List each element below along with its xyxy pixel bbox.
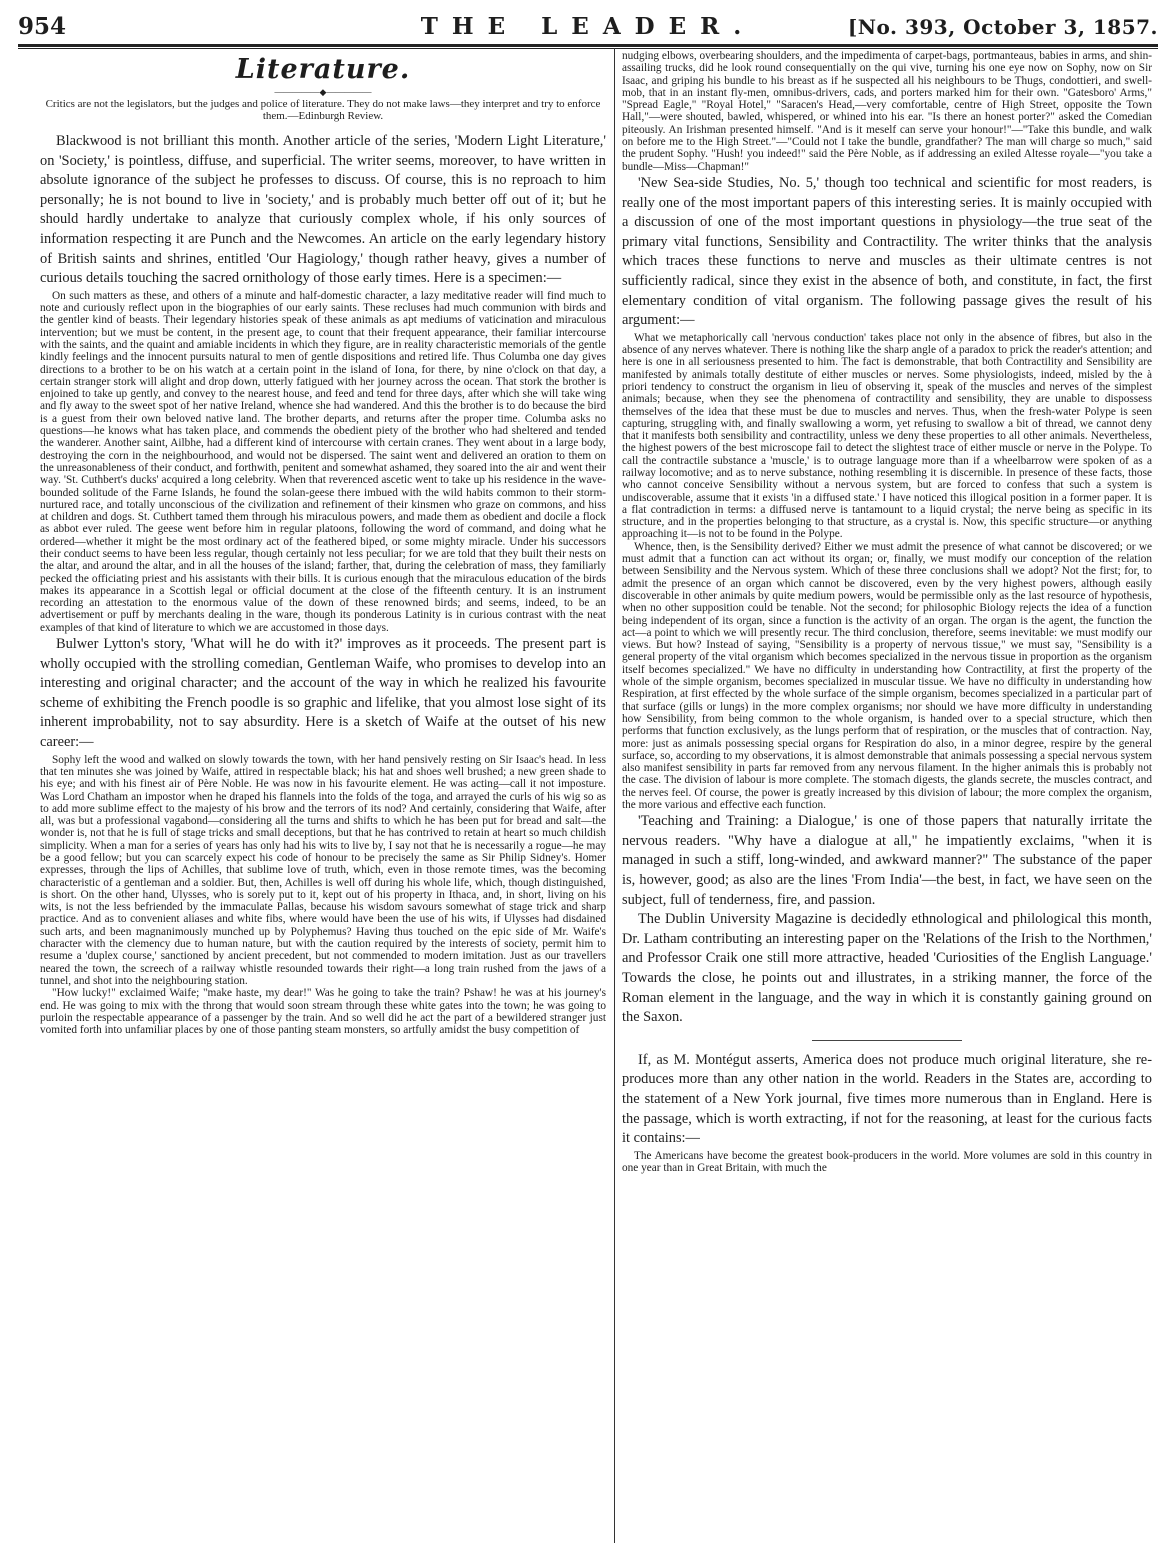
- quote-american-books: The Americans have become the greatest book-producers in the world. More volumes are sold in this country in one year than in Great Britain, with much the: [622, 1149, 1152, 1175]
- epigraph: Critics are not the legislators, but the judges and police of literature. They do not make laws—they interpret and try to enforce them.—Edinburgh Review.: [45, 98, 601, 122]
- paragraph-teaching-training: 'Teaching and Training: a Dialogue,' is one of those papers that naturally irritate the nervous readers. "Why have a dialogue at all," he impatiently exclaims, "when it is managed in such a stiff, long-winded, and awkward manner?" The substance of the paper is, however, good; as also are the lines 'From India'—the best, in fact, we have seen on the subject, full of tenderness, fire, and passion.: [622, 813, 1152, 908]
- paragraph-blackwood: Blackwood is not brilliant this month. Another article of the series, 'Modern Light Literature,' on 'Society,' is pointless, diffuse, and superficial. The writer seems, moreover, to have written in absolute ignorance of the subject he professes to discuss. Of course, this is no reproach to him personally; he is not bound to live in 'society,' and is probably much better off out of it; but he should hardly undertake to analyze that curiously complex whole, if his only sources of information respecting it are Punch and the Newcomes. An article on the early legendary history of British saints and shrines, entitled 'Our Hagiology,' though rather heavy, gives a number of curious details touching the sacred ornithology of those early times. Here is a specimen:—: [40, 133, 606, 287]
- quote-waife: Sophy left the wood and walked on slowly towards the town, with her hand pensively resting on Sir Isaac's head. In less that ten minutes she was joined by Waife, attired in respectable black; his hat and shoes well brushed; a new green shade to his eye; and with his finest air of Père Noble. He was now in his favourite element. He was acting—call it not imposture. Was Lord Chatham an impostor when he draped his flannels into the folds of the toga, and arrayed the curls of his wig so as to add more sublime effect to the majesty of his brow and the terrors of its nod? And certainly, considering that Waife, after all, was but a professional vagabond—considering all the turns and shifts to which he has been put for bread and salt—the wonder is, not that he is full of stage tricks and small deceptions, but that he has contrived to retain at heart so much childish simplicity. When a man for a series of years has only had his wits to live by, I say not that he is necessarily a rogue—he may be a good fellow; but you can scarcely expect his code of honour to be precisely the same as Sir Philip Sidney's. Homer expresses, through the lips of Achilles, that sublime love of truth, which, even in those remote times, was the becoming characteristic of a gentleman and a soldier. But, then, Achilles is well off during his whole life, which, though distinguished, is short. On the other hand, Ulysses, who is sorely put to it, kept out of his property in Ithaca, and, in short, living on his wits, is not the less befriended by the immaculate Pallas, because his wisdom savours somewhat of stage trick and sharp practice. And as to convenient aliases and white fibs, where would have been the use of his wits, if Ulysses had disdained such arts, and been magnanimously munched up by Polyphemus? Having thus touched on the epic side of Mr. Waife's character with the clemency due to human nature, but with the caution required by the interests of society, permit him to resume a 'duplex course,' sanctioned by ancient precedent, but not commended to modern imitation. Just as our travellers neared the town, the screech of a railway whistle resounded towards their right—a long train rushed from the jaws of a tunnel, and shot into the neighbouring station.: [40, 753, 606, 987]
- quote-nervous-conduction: What we metaphorically call 'nervous conduction' takes place not only in the absence of fibres, but also in the absence of any nerves whatever. There is nothing like the sharp angle of a paradox to prick the reader's attention; and here is one in all seriousness presented to him. The fact is demonstrable, that both Contractility and Sensibility are manifested by animals totally destitute of either muscles or nerves. Some physiologists, indeed, misled by the à priori tendency to construct the organism in lieu of observing it, speak of the muscles and nerves of the simplest animals; because, when they see the phenomena of contractility and sensibility, they are unable to dispossess themselves of the idea that these must be due to muscles and nerves. Thus, when the fresh-water Polype is seen capturing, struggling with, and finally swallowing a worm, yet refusing to swallow a bit of thread, we cannot deny that it manifests both sensibility and contractility, unless we deny these properties to all other animals. Nevertheless, the highest powers of the best microscope fail to detect the slightest trace of either muscle or nerve in the Polype. To call the contractile substance a 'muscle,' is to outrage language more than if a wheelbarrow were spoken of as a railway locomotive; and as to nerve substance, nothing resembling it is discernible. In presence of these facts, those who cannot conceive Sensibility without a nervous system, but are forced to confess that such a system is undiscoverable, assume that it exists 'in a diffused state.' I have noticed this illogical position in a former paper. It is a flat contradiction in terms: a diffused nerve is tantamount to a liquid crystal; the nerve being as specific in its structure, and in the properties belonging to that structure, as a crystal is. Now, this specific structure—or anything approaching it—is not to be found in the Polype.: [622, 331, 1152, 541]
- quote-hagiology: On such matters as these, and others of a minute and half-domestic character, a lazy meditative reader will find much to note and curiously reflect upon in the biographies of our early saints. These recluses had much communion with birds and the gentler kind of beasts. Their legendary histories speak of these animals as apt mediums of vaticination and miraculous intervention; but we must be content, in the present age, to count that their frequent appearance, their familiar intercourse with the saints, and the quaint and amiable incidents in which they figure, are in reality characteristic memorials of the gentle kindly feelings and the innocent pursuits natural to men of gentle dispositions and retired life. Thus Columba one day gives directions to a brother to be on his watch at a certain point in the island of Iona, for there, by nine o'clock on that day, a certain stranger stork will alight and drop down, utterly fatigued with her journey across the ocean. That stork the brother is enjoined to take up gently, and convey to the nearest house, and feed and tend for three days, after which she will take wing and fly away to the sweet spot of her native Ireland, whence she had wandered. And this the brother is to do because the bird is a guest from their own beloved native land. The brother departs, and returns after the proper time. Columba asks no questions—he knows what has taken place, and commends the obedient piety of the brother who had sheltered and tended the wanderer. Another saint, Ailbhe, had a different kind of intercourse with certain cranes. They went about in a large body, destroying the corn in the neighbourhood, and would not be dispersed. The saint went and delivered an oration to them on the unreasonableness of their conduct, and forthwith, penitent and somewhat ashamed, they soared into the air and went their way. 'St. Cuthbert's ducks' acquired a long celebrity. When that reverenced ascetic went to take up his residence in the wave-bounded solitude of the Farne Islands, he found the solan-geese there imbued with the wild habits common to their storm-nurtured race, and totally unconscious of the civilization and refinement of their kinsmen who graze on commons, and hiss at children and dogs. St. Cuthbert tamed them through his miraculous powers, and made them as obedient and docile a flock as abbot ever ruled. The geese went before him in regular platoons, following the word of command, and doing what he ordered—whether it might be the most ordinary act of the feathered biped, or some mighty miracle. Under his successors their conduct seems to have been less regular, though certainly not less peculiar; for we are told that they built their nests on the altar, and around the altar, and in all the houses of the island; farther, that, during the celebration of mass, they familiarly pecked the officiating priest and his assistants with their bills. It is curious enough that the miraculous education of the birds makes its appearance in a Scottish legal or official document at the close of the fifteenth century. It is an instrument recording an attestation to the enormous value of the down of these renowned birds; and seems, indeed, to be an advertisement or puff by merchants dealing in the ware, though its ponderous Latinity is in curious contrast with the neat examples of that kind of literature to which we are accustomed in those days.: [40, 289, 606, 634]
- running-title: THE LEADER.: [420, 13, 756, 40]
- quote-sensibility: Whence, then, is the Sensibility derived? Either we must admit the presence of what cannot be discovered; or we must admit that a function can act without its organ; or, finally, we must modify our conception of the relation between Sensibility and the Nervous system. Which of these three conclusions shall we adopt? Not the first; for, to admit the presence of an organ which cannot be discovered, even by the very highest powers, although easily discoverable in other animals by quite medium powers, would be permissible only as the last resource of hypothesis, when no other supposition could be tenable. Not the second; for philosophic Biology rejects the idea of a function being independent of its organ, since a function is the activity of an organ. The organ is the agent, the function the act—a point to which we will presently recur. The third conclusion, therefore, seems inevitable: we must modify our views. But how? Instead of saying, "Sensibility is a property of nervous tissue," we must say, "Sensibility is a general property of the vital organism which becomes specialized in the nervous tissue in proportion as the organism itself becomes specialized." We have no difficulty in understanding how Contractility, at first the property of the whole of the simple organism, becomes specialized in muscular tissue. We have no difficulty in understanding how Respiration, at first effected by the whole surface of the simple organism, becomes specialized in a particular part of that surface (gills or lungs) in the more complex organisms; nor should we have more difficulty in understanding how Sensibility, from being common to the whole organism, is handed over to a special structure, which then performs that function exclusively, as the lungs perform that of respiration, or the muscles that of contraction. Nay, more: just as animals possessing special organs for Respiration do also, in a minor degree, respire by the general surface, so, according to my observations, it is almost demonstrable that animals possessing a special nervous system also manifest sensibility in parts far removed from any nervous filament. In the higher animals this is probably not the case. The division of labour is more complete. The stomach digests, the glands secrete, the muscles contract, and the nerves feel. Of course, the power is greatly increased by this division of labour; the more complex the organism, the more various and effective each function.: [622, 540, 1152, 811]
- column-divider: [614, 48, 615, 1543]
- header-rule: [18, 44, 1158, 47]
- paragraph-sea-side-studies: 'New Sea-side Studies, No. 5,' though too technical and scientific for most readers, is really one of the most important papers of this interesting series. It is mainly occupied with a discussion of one of the most important questions in physiology—the true seat of the primary vital functions, Sensibility and Contractility. The writer thinks that the analysis which traces these functions to nerve and muscles as their ultimate centres is not sufficiently radical, since they exist in the absence of both, and constitute, in fact, the first elementary condition of vital organism. The following passage gives the result of his argument:—: [622, 174, 1152, 329]
- right-column: [622, 50, 1152, 1548]
- paragraph-bulwer-lytton: Bulwer Lytton's story, 'What will he do with it?' improves as it proceeds. The present part is wholly occupied with the strolling comedian, Gentleman Waife, who promises to develop into an interesting and original character; and the account of the way in which he realized his favourite scheme of exhibiting the French poodle is so graphic and lifelike, that you almost lose sight of its inherent improbability, not to say absurdity. Here is a sketch of Waife at the outset of his new career:—: [40, 636, 606, 751]
- section-title: Literature.: [235, 54, 411, 85]
- page-header: [18, 10, 1158, 44]
- issue-date: [No. 393, October 3, 1857.: [847, 15, 1158, 39]
- page-number: 954: [18, 13, 67, 40]
- paragraph-american-literature: If, as M. Montégut asserts, America does not produce much original literature, she re-produces more than any other nation in the world. Readers in the States are, according to the statement of a New York journal, five times more numerous than in England. Here is the passage, which is worth extracting, if not for the reasoning, at least for the curious facts it contains:—: [622, 1051, 1152, 1147]
- section-separator: [812, 1040, 962, 1041]
- quote-waife-continued: nudging elbows, overbearing shoulders, and the impedimenta of carpet-bags, portmanteaus, babies in arms, and shin-assailing trucks, did he look round consequentially on the qui vive, turning his one eye now on Sophy, now on Sir Isaac, and griping his bundle to his breast as if he suspected all his neighbours to be Thugs, condottieri, and swell-mob, that in an instant fly-men, omnibus-drivers, cads, and porters marked him for their own. "Gatesboro' Arms," "Spread Eagle," "Royal Hotel," "Saracen's Head,—very comfortable, centre of High Street, opposite the Town Hall,"—were shouted, bawled, whispered, or whined into his ear. "Is there an honest porter?" asked the Comedian piteously. An Irishman presented himself. "And is it meself can serve your honour!"—"Take this bundle, and walk on before me to the High Street."—"Could not I take the bundle, grandfather? The man will charge so much," said the prudent Sophy. "Hush! you indeed!" said the Père Noble, as if addressing an exiled Altesse royale—"you take a bundle—Miss—Chapman!": [622, 50, 1152, 173]
- ornament-divider: —————◆—————: [274, 87, 372, 97]
- quote-waife-train: "How lucky!" exclaimed Waife; "make haste, my dear!" Was he going to take the train? Pshaw! he was at his journey's end. He was going to mix with the throng that would soon stream through these white gates into the town; he was going to purloin the respectable appearance of a passenger by the train. And so well did he act the part of a bewildered stranger just vomited forth into unfamiliar places by one of those panting steam monsters, so artfully amidst the busy competition of: [40, 987, 606, 1037]
- paragraph-dublin-magazine: The Dublin University Magazine is decidedly ethnological and philological this month, Dr. Latham contributing an interesting paper on the 'Relations of the Irish to the Northmen,' and Professor Craik one still more attractive, headed 'Curiosities of the English Language.' Towards the close, he points out and illustrates, in a striking manner, the force of the Roman element in the language, and the way in which it is constantly gaining ground on the Saxon.: [622, 911, 1152, 1026]
- header-rule-thin: [18, 48, 1158, 49]
- left-column: [40, 50, 606, 1548]
